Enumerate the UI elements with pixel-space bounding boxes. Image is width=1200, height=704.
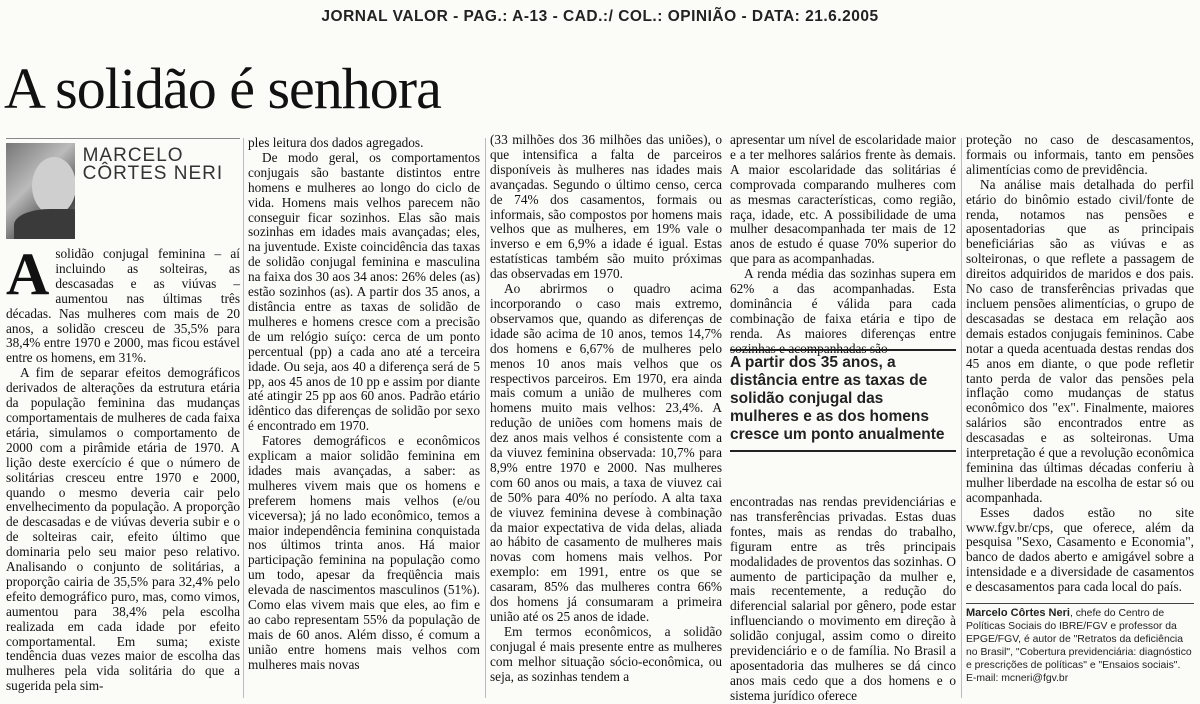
column-rule bbox=[243, 138, 244, 698]
paragraph: A fim de separar efeitos demográficos derivados de alterações da estrutura etária da população feminina das mudanças comportamentais de mulheres de cada faixa etária, simulamos o comportamento de 2000 com a pirâmide etária de 1970. A lição deste exercício é que o número de solitárias cresceu entre 1970 e 2000, quando o mesmo deveria cair pelo envelhecimento da população. A proporção de descasadas e de viúvas deveria subir e o de solteiras cair, efeito último que dominaria pelo seu maior peso relativo. Analisando o conjunto de solitárias, a proporção cairia de 35,5% para 32,4% pelo efeito demográfico puro, mas, como vimos, aumentou para 38,4% pela escolha realizada em cada idade por efeito comportamental. Em suma; existe tendência duas vezes maior de escolha das mulheres pela vida solitária do que a sugerida pela sim- bbox=[6, 365, 240, 694]
column-rule bbox=[961, 138, 962, 698]
paragraph: Em termos econômicos, a solidão conjugal é mais presente entre as mulheres com melhor situação sócio-econômica, ou seja, as sozinhas tendem a bbox=[490, 623, 722, 684]
paragraph: Asolidão conjugal feminina – aí incluindo as solteiras, as descasadas e as viúvas – aumentou nas últimas três décadas. Nas mulheres com mais de 20 anos, a solidão cresceu de 35,5% para 38,4% entre 1970 e 2000, mas ficou estável entre os homens, em 31%. bbox=[6, 241, 240, 366]
byline bbox=[6, 138, 240, 243]
bio-text: , chefe do Centro de Políticas Sociais do IBRE/FGV e professor da EPGE/FGV, é autor de "Retratos da deficiência no Brasil", "Cobertura previdenciária: diagnóstico e prescrições de políticas" e "Ensaios sociais". bbox=[966, 608, 1192, 671]
author-photo bbox=[6, 143, 75, 239]
author-email[interactable]: E-mail: mcneri@fgv.br bbox=[966, 673, 1069, 684]
paragraph: Ao abrirmos o quadro acima incorporando o caso mais extremo, observamos que, quando as diferenças de idade são acima de 10 anos, temos 14,7% dos homens e 6,67% de mulheres pelo menos 10 anos mais velhos que os respectivos parceiros. Em 1970, era ainda mais comum a união de mulheres com homens muito mais velhos: 23,4%. A redução de uniões com homens mais de dez anos mais velhos é consistente com a da viuvez feminina observada: 10,7% para 8,9% entre 1970 e 2000. Nas mulheres com 60 anos ou mais, a taxa de viuvez cai de 50% para 40% no período. A alta taxa de viuvez feminina devese à combinação da maior expectativa de vida delas, aliada ao hábito de casamento de mulheres mais novas com homens mais velhos. Por exemplo: em 1991, entre os que se casaram, 85% das mulheres contra 66% dos homens já consumaram a primeira união até os 25 anos de idade. bbox=[490, 281, 722, 624]
paragraph: De modo geral, os comportamentos conjugais são bastante distintos entre homens e mulheres ao longo do ciclo de vida. Homens mais velhos parecem não conseguir ficar sozinhos. Elas são mais sozinhas em idades mais avançadas; eles, na juventude. Existe coincidência das taxas de solidão conjugal feminina e masculina na faixa dos 30 aos 34 anos: 26% deles (as) estão sozinhos (as). A partir dos 35 anos, a distância entre as taxas de solidão de mulheres e homens cresce com a precisão de um relógio suíço: cerca de um ponto percentual (pp) a cada ano até a terceira idade. Ou seja, aos 40 a diferença será de 5 pp, aos 45 anos de 10 pp e assim por diante até atingir 25 pp aos 60 anos. Padrão etário idêntico das diferenças de solidão por sexo é encontrado em 1970. bbox=[248, 149, 480, 434]
column-5 bbox=[966, 133, 1194, 595]
bio-name: Marcelo Côrtes Neri bbox=[966, 607, 1070, 619]
author-bio bbox=[966, 603, 1194, 685]
drop-cap: A bbox=[6, 241, 50, 307]
paragraph: encontradas nas rendas previdenciárias e nas transferências privadas. Estas duas fontes, mais as rendas do trabalho, figuram entre as três principais modalidades de proventos das sozinhas. O aumento de participação da mulher e, mais recentemente, a redução do diferencial salarial por gênero, pode estar influenciando o movimento em direção à solidão conjugal, assim como o direito previdenciário e o de família. No Brasil a aposentadoria das mulheres se dá cinco anos mais cedo que a dos homens e o sistema jurídico oferece bbox=[730, 494, 956, 703]
headline: A solidão é senhora bbox=[4, 56, 441, 121]
paragraph: (33 milhões dos 36 milhões das uniões), o que intensifica a falta de parceiros disponíveis às mulheres nas idades mais avançadas. Segundo o último censo, cerca de 74% dos casamentos, formais ou informais, são compostos por homens mais velhos que as mulheres, em 19% vale o inverso e em 6,9% a idade é igual. Estas estatísticas também são muito próximas das observadas em 1970. bbox=[490, 132, 722, 282]
column-2 bbox=[248, 136, 480, 673]
paragraph: A renda média das sozinhas supera em 62% a das acompanhadas. Esta dominância é válida para cada combinação de faixa etária e tipo de renda. As maiores diferenças entre sozinhas e acompanhadas são bbox=[730, 266, 956, 356]
paragraph: ples leitura dos dados agregados. bbox=[248, 135, 424, 150]
paragraph: proteção no caso de descasamentos, formais ou informais, tanto em pensões alimentícias como de previdência. bbox=[966, 132, 1194, 177]
masthead: JORNAL VALOR - PAG.: A-13 - CAD.:/ COL.: OPINIÃO - DATA: 21.6.2005 bbox=[321, 8, 879, 25]
column-1 bbox=[6, 138, 240, 694]
paragraph: Fatores demográficos e econômicos explicam a maior solidão feminina em idades mais avançadas, a saber: as mulheres vivem mais que os homens e preferem homens mais velhos (e/ou viceversa); já no lado econômico, temos a maior independência feminina conquistada nos últimos trinta anos. Há maior participação feminina na população como um todo, apesar da freqüência mais elevada de nascimentos masculinos (51%). Como elas vivem mais que eles, ao fim e ao cabo representam 55% da população de mais de 60 anos. Além disso, é comum a união entre homens mais velhos com mulheres mais novas bbox=[248, 433, 480, 672]
author-name: MARCELO CÔRTES NERI bbox=[82, 145, 224, 184]
column-3 bbox=[490, 133, 722, 685]
paragraph: Esses dados estão no site www.fgv.br/cps, que oferece, além da pesquisa "Sexo, Casamento e Economia", banco de dados aberto e amigável sobre a intensidade e a diversidade de casamentos e descasamentos para cada local do país. bbox=[966, 504, 1194, 595]
paragraph: Na análise mais detalhada do perfil etário do binômio estado civil/fonte de renda, notamos nas pensões e aposentadorias que as principais beneficiárias são as viúvas e as solteironas, o que reflete a passagem de direitos adquiridos de maridos e dos pais. No caso de transferências privadas que incluem pensões alimentícias, o grupo de descasadas se destaca em relação aos demais estados conjugais femininos. Cabe notar a queda acentuada destas rendas dos 45 anos em diante, o que pode refletir tanto perda de valor das pensões pela inflação como mudanças de status econômico dos "ex". Finalmente, maiores salários são encontrados entre as descasadas e as solteironas. Uma interpretação é que a revolução econômica feminina das últimas décadas conferiu à mulher liberdade na escolha de estar só ou acompanhada. bbox=[966, 176, 1194, 505]
paragraph: apresentar um nível de escolaridade maior e a ter melhores salários frente às demais. A maior escolaridade das solitárias é comprovada comparando mulheres com as mesmas características, como região, raça, idade, etc. A possibilidade de uma mulher desacompanhada ter mais de 12 anos de estudo é quase 70% superior do que para as acompanhadas. bbox=[730, 132, 956, 267]
column-4-continued bbox=[730, 495, 956, 704]
column-4 bbox=[730, 133, 956, 357]
column-rule bbox=[485, 138, 486, 698]
pull-quote: A partir dos 35 anos, a distância entre as taxas de solidão conjugal das mulheres e as dos homens cresce um ponto anualmente bbox=[730, 349, 956, 452]
